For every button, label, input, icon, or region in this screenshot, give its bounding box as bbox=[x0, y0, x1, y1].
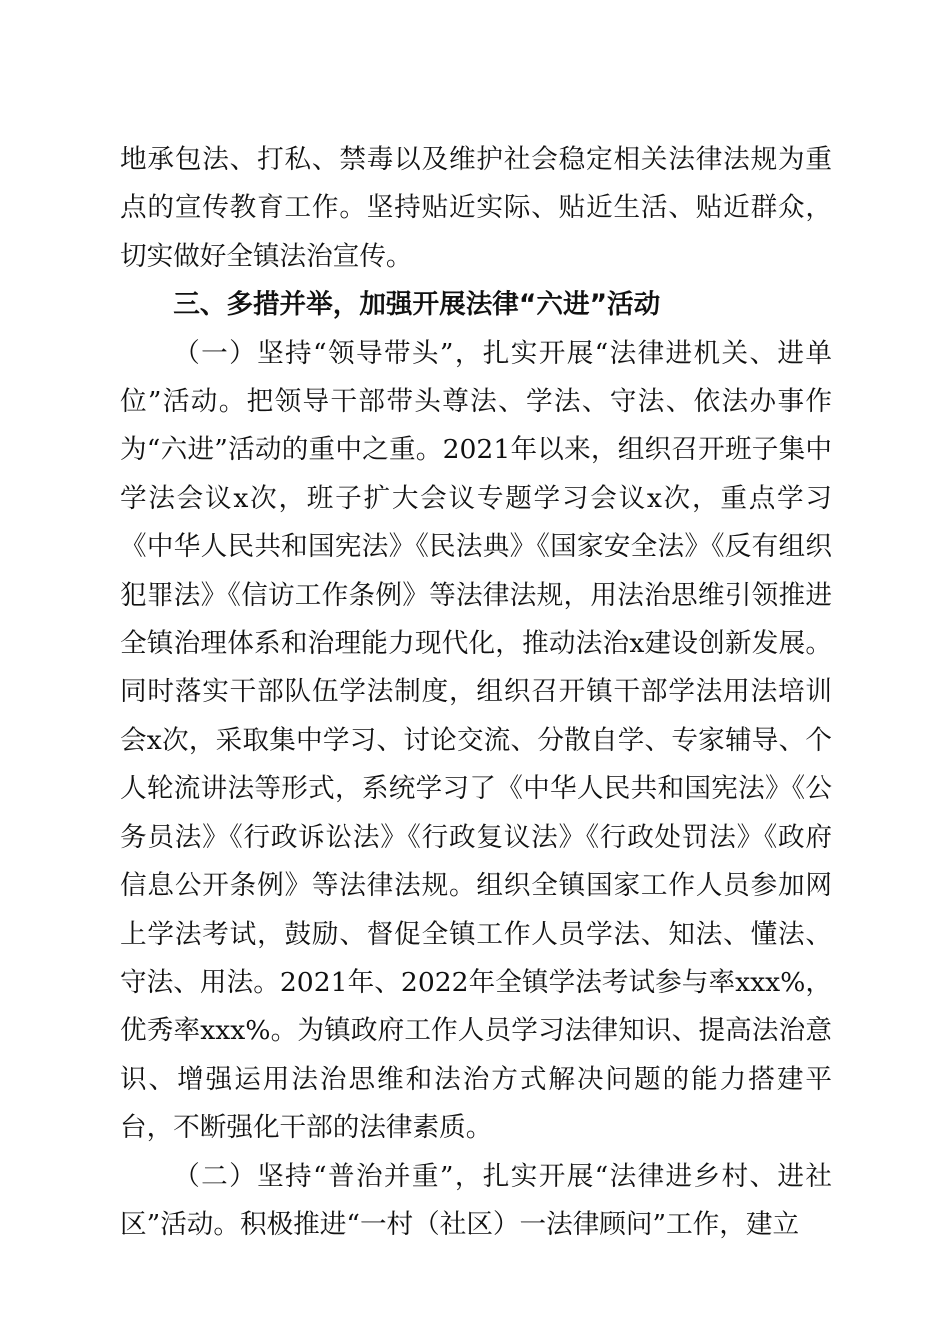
paragraph-subsection-2: （二）坚持“普治并重”，扎实开展“法律进乡村、进社区”活动。积极推进“一村（社区）一法律顾问”工作，建立 bbox=[120, 1160, 832, 1240]
document-body bbox=[120, 136, 832, 1249]
section-heading-3: 三、多措并举，加强开展法律“六进”活动 bbox=[173, 289, 661, 321]
paragraph-continuation: 地承包法、打私、禁毒以及维护社会稳定相关法律法规为重点的宣传教育工作。坚持贴近实际、贴近生活、贴近群众，切实做好全镇法治宣传。 bbox=[120, 144, 832, 272]
paragraph-subsection-1: （一）坚持“领导带头”，扎实开展“法律进机关、进单位”活动。把领导干部带头尊法、学法、守法、依法办事作为“六进”活动的重中之重。2021年以来，组织召开班子集中学法会议x次，班子扩大会议专题学习会议x次，重点学习《中华人民共和国宪法》《民法典》《国家安全法》《反有组织犯罪法》《信访工作条例》等法律法规，用法治思维引领推进全镇治理体系和治理能力现代化，推动法治x建设创新发展。同时落实干部队伍学法制度，组织召开镇干部学法用法培训会x次，采取集中学习、讨论交流、分散自学、专家辅导、个人轮流讲法等形式，系统学习了《中华人民共和国宪法》《公务员法》《行政诉讼法》《行政复议法》《行政处罚法》《政府信息公开条例》等法律法规。组织全镇国家工作人员参加网上学法考试，鼓励、督促全镇工作人员学法、知法、懂法、守法、用法。2021年、2022年全镇学法考试参与率xxx%，优秀率xxx%。为镇政府工作人员学习法律知识、提高法治意识、增强运用法治思维和法治方式解决问题的能力搭建平台，不断强化干部的法律素质。 bbox=[120, 337, 832, 1144]
